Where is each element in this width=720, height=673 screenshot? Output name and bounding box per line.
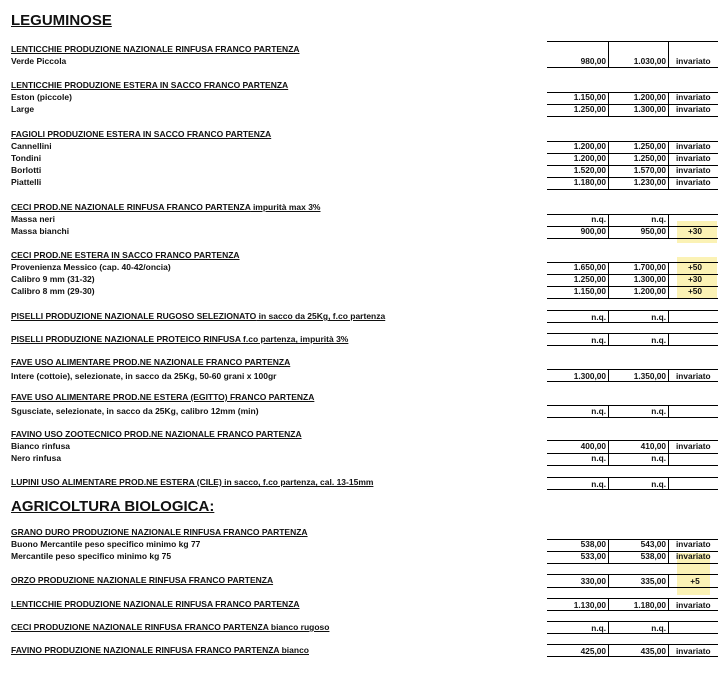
- table-top-line: [547, 574, 718, 575]
- column-divider: [668, 262, 669, 298]
- section-title: [11, 202, 321, 212]
- table-bottom-line: [547, 189, 718, 190]
- price-max: 950,00: [640, 226, 666, 236]
- price-max: 1.230,00: [633, 177, 666, 187]
- section-title: [11, 334, 348, 344]
- price-max: 1.700,00: [633, 262, 666, 272]
- section-title: [11, 645, 309, 655]
- price-max: 335,00: [640, 576, 666, 586]
- column-divider: [668, 333, 669, 345]
- price-max: 1.200,00: [633, 286, 666, 296]
- row-label: Cannellini: [11, 141, 52, 151]
- table-bottom-line: [547, 322, 718, 323]
- price-min: n.q.: [591, 623, 606, 633]
- price-min: n.q.: [591, 479, 606, 489]
- section-title: [11, 599, 300, 609]
- price-change: +30: [687, 274, 703, 284]
- section-title-text: LENTICCHIE PRODUZIONE ESTERA IN SACCO FRANCO PARTENZA: [11, 80, 289, 90]
- row-label: Massa bianchi: [11, 226, 70, 236]
- column-divider: [608, 310, 609, 322]
- section-title: [11, 80, 288, 90]
- table-bottom-line: [547, 417, 718, 418]
- price-max: 1.180,00: [633, 600, 666, 610]
- price-min: 1.180,00: [573, 177, 606, 187]
- section-title-suffix: bianco: [279, 645, 309, 655]
- row-label: Borlotti: [11, 165, 42, 175]
- row-label: Calibro 9 mm (31-32): [11, 274, 95, 284]
- section-title: [11, 392, 314, 402]
- section-title-text: FAVINO USO ZOOTECNICO PROD.NE NAZIONALE FRANCO PARTENZA: [11, 429, 302, 439]
- price-min: n.q.: [591, 335, 606, 345]
- price-change: invariato: [676, 539, 711, 549]
- price-min: 400,00: [580, 441, 606, 451]
- price-min: 1.150,00: [573, 92, 606, 102]
- price-max: 543,00: [640, 539, 666, 549]
- price-max: n.q.: [651, 214, 666, 224]
- price-max: 1.300,00: [633, 104, 666, 114]
- section-title: [11, 429, 302, 439]
- table-bottom-line: [547, 656, 718, 657]
- price-change: invariato: [676, 56, 711, 66]
- section-title-text: FAVINO PRODUZIONE NAZIONALE RINFUSA FRANCO PARTENZA: [11, 645, 280, 655]
- price-min: 900,00: [580, 226, 606, 236]
- section-title-text: FAVE USO ALIMENTARE PROD.NE ESTERA (EGITTO) FRANCO PARTENZA: [11, 392, 315, 402]
- row-label: Intere (cottoie), selezionate, in sacco da 25Kg, 50-60 grani x 100gr: [11, 371, 277, 381]
- row-label: Provenienza Messico (cap. 40-42/oncia): [11, 262, 171, 272]
- price-max: 410,00: [640, 441, 666, 451]
- section-title: [11, 527, 308, 537]
- price-min: 1.150,00: [573, 286, 606, 296]
- price-max: n.q.: [651, 453, 666, 463]
- column-divider: [608, 369, 609, 381]
- column-divider: [668, 598, 669, 610]
- price-change: invariato: [676, 646, 711, 656]
- row-label: Tondini: [11, 153, 42, 163]
- row-label: Nero rinfusa: [11, 453, 62, 463]
- price-change: invariato: [676, 104, 711, 114]
- row-label: Sgusciate, selezionate, in sacco da 25Kg, calibro 12mm (min): [11, 406, 259, 416]
- section-title: [11, 357, 290, 367]
- row-label: Calibro 8 mm (29-30): [11, 286, 95, 296]
- section-title: [11, 250, 240, 260]
- price-max: 1.200,00: [633, 92, 666, 102]
- price-change: invariato: [676, 177, 711, 187]
- price-max: 1.030,00: [633, 56, 666, 66]
- section-title-text: CECI PROD.NE NAZIONALE RINFUSA FRANCO PARTENZA: [11, 202, 251, 212]
- table-top-line: [547, 621, 718, 622]
- price-change: invariato: [676, 153, 711, 163]
- table-bottom-line: [547, 67, 718, 68]
- section-title-text: FAGIOLI PRODUZIONE ESTERA IN SACCO FRANCO PARTENZA: [11, 129, 272, 139]
- column-divider: [608, 644, 609, 656]
- price-min: 1.520,00: [573, 165, 606, 175]
- section-title: [11, 311, 385, 321]
- table-bottom-line: [547, 116, 718, 117]
- section-title-suffix: impurità max 3%: [250, 202, 321, 212]
- price-min: 533,00: [580, 551, 606, 561]
- table-top-line: [547, 644, 718, 645]
- price-min: 330,00: [580, 576, 606, 586]
- row-label: Piattelli: [11, 177, 42, 187]
- column-divider: [668, 369, 669, 381]
- column-divider: [608, 405, 609, 417]
- price-max: 1.570,00: [633, 165, 666, 175]
- price-max: n.q.: [651, 479, 666, 489]
- section-title-text: GRANO DURO PRODUZIONE NAZIONALE RINFUSA FRANCO PARTENZA: [11, 527, 308, 537]
- price-max: 1.250,00: [633, 153, 666, 163]
- price-max: n.q.: [651, 335, 666, 345]
- row-label: Mercantile peso specifico minimo kg 75: [11, 551, 172, 561]
- section-title-text: USO ALIMENTARE PROD.NE ESTERA (CILE) in sacco, f.co partenza, cal. 13-15mm: [41, 477, 374, 487]
- price-max: n.q.: [651, 312, 666, 322]
- row-label: Bianco rinfusa: [11, 441, 71, 451]
- row-label: Massa neri: [11, 214, 55, 224]
- row-label: Verde Piccola: [11, 56, 67, 66]
- price-min: 980,00: [580, 56, 606, 66]
- column-divider: [608, 262, 609, 298]
- price-change: +50: [687, 262, 703, 272]
- price-max: n.q.: [651, 623, 666, 633]
- column-divider: [668, 405, 669, 417]
- price-change: invariato: [676, 141, 711, 151]
- price-min: 1.650,00: [573, 262, 606, 272]
- column-divider: [608, 598, 609, 610]
- price-change: +50: [687, 286, 703, 296]
- column-divider: [668, 477, 669, 489]
- price-change: invariato: [676, 371, 711, 381]
- table-bottom-line: [547, 345, 718, 346]
- section-title-suffix: in sacco da 25Kg, f.co partenza: [256, 311, 386, 321]
- section-title-text: LENTICCHIE PRODUZIONE NAZIONALE RINFUSA FRANCO PARTENZA: [11, 44, 300, 54]
- price-max: 435,00: [640, 646, 666, 656]
- table-bottom-line: [547, 238, 718, 239]
- price-min: 538,00: [580, 539, 606, 549]
- row-label: Eston (piccole): [11, 92, 72, 102]
- price-min: n.q.: [591, 453, 606, 463]
- heading-leguminose: LEGUMINOSE: [11, 12, 112, 29]
- column-divider: [668, 644, 669, 656]
- price-min: 1.300,00: [573, 371, 606, 381]
- section-title-text: ORZO PRODUZIONE NAZIONALE RINFUSA FRANCO PARTENZA: [11, 575, 274, 585]
- section-title-text: CECI PRODUZIONE NAZIONALE RINFUSA FRANCO PARTENZA: [11, 622, 269, 632]
- section-title-suffix: f.co partenza, impurità 3%: [240, 334, 349, 344]
- section-title: [11, 477, 373, 487]
- section-title-text: FAVE USO ALIMENTARE PROD.NE NAZIONALE FRANCO PARTENZA: [11, 357, 291, 367]
- column-divider: [668, 310, 669, 322]
- price-min: 425,00: [580, 646, 606, 656]
- table-bottom-line: [547, 489, 718, 490]
- price-max: 1.350,00: [633, 371, 666, 381]
- column-divider: [608, 477, 609, 489]
- price-min: 1.200,00: [573, 153, 606, 163]
- row-label: Large: [11, 104, 35, 114]
- section-title: [11, 622, 329, 632]
- column-divider: [608, 574, 609, 587]
- price-min: n.q.: [591, 406, 606, 416]
- column-divider: [668, 621, 669, 633]
- column-divider: [608, 333, 609, 345]
- price-min: 1.250,00: [573, 274, 606, 284]
- price-change: invariato: [676, 441, 711, 451]
- table-top-line: [547, 41, 718, 42]
- price-min: n.q.: [591, 214, 606, 224]
- price-max: 538,00: [640, 551, 666, 561]
- row-label: Buono Mercantile peso specifico minimo kg 77: [11, 539, 201, 549]
- section-title: [11, 575, 273, 585]
- section-title-prefix: LUPINI: [11, 477, 42, 487]
- price-change: invariato: [676, 92, 711, 102]
- price-change: +30: [687, 226, 703, 236]
- price-min: 1.200,00: [573, 141, 606, 151]
- price-change: invariato: [676, 551, 711, 561]
- table-top-line: [547, 598, 718, 599]
- section-title-text: PISELLI PRODUZIONE NAZIONALE PROTEICO RINFUSA: [11, 334, 241, 344]
- table-top-line: [547, 310, 718, 311]
- price-min: 1.250,00: [573, 104, 606, 114]
- table-top-line: [547, 369, 718, 370]
- section-title-text: PISELLI PRODUZIONE NAZIONALE RUGOSO SELEZIONATO: [11, 311, 257, 321]
- table-bottom-line: [547, 563, 718, 564]
- table-bottom-line: [547, 381, 718, 382]
- table-bottom-line: [547, 610, 718, 611]
- table-bottom-line: [547, 298, 718, 299]
- price-change: invariato: [676, 600, 711, 610]
- column-divider: [668, 41, 669, 67]
- price-min: n.q.: [591, 312, 606, 322]
- price-max: n.q.: [651, 406, 666, 416]
- table-top-line: [547, 333, 718, 334]
- table-bottom-line: [547, 587, 718, 588]
- column-divider: [668, 574, 669, 587]
- price-min: 1.130,00: [573, 600, 606, 610]
- table-top-line: [547, 477, 718, 478]
- table-bottom-line: [547, 465, 718, 466]
- price-change: +5: [690, 576, 700, 586]
- section-title-text: CECI PROD.NE ESTERA IN SACCO FRANCO PARTENZA: [11, 250, 240, 260]
- column-divider: [608, 41, 609, 67]
- price-max: 1.250,00: [633, 141, 666, 151]
- section-title: [11, 44, 300, 54]
- column-divider: [608, 621, 609, 633]
- heading-agricoltura-biologica: AGRICOLTURA BIOLOGICA:: [11, 498, 215, 515]
- section-title-text: LENTICCHIE PRODUZIONE NAZIONALE RINFUSA FRANCO PARTENZA: [11, 599, 300, 609]
- section-title: [11, 129, 271, 139]
- table-bottom-line: [547, 633, 718, 634]
- price-change: invariato: [676, 165, 711, 175]
- price-max: 1.300,00: [633, 274, 666, 284]
- section-title-suffix: bianco rugoso: [268, 622, 330, 632]
